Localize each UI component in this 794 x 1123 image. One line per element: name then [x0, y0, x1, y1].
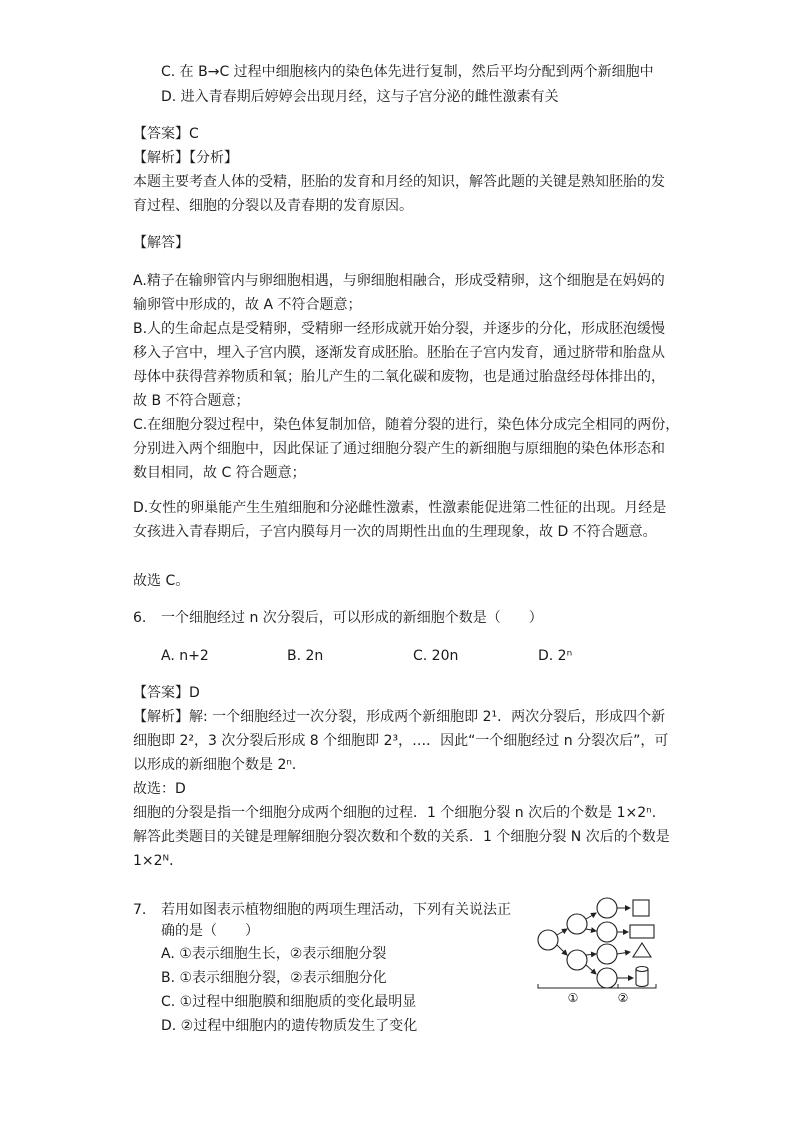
q5-option-c: C. 在 B→C 过程中细胞核内的染色体先进行复制，然后平均分配到两个新细胞中: [161, 64, 654, 80]
q6-conclusion: 故选：D: [133, 781, 186, 797]
cell-division-bottom: [567, 950, 587, 970]
q5-solve-a-2: 输卵管中形成的，故 A 不符合题意；: [133, 297, 362, 313]
q5-solve-c-1: C.在细胞分裂过程中，染色体复制加倍，随着分裂的进行，染色体分成完全相同的两份，: [133, 417, 680, 433]
q5-solve-b-3: 母体中获得营养物质和氧；胎儿产生的二氧化碳和废物，也是通过胎盘经母体排出的，: [133, 369, 665, 385]
q6-number: 6.: [133, 610, 147, 626]
q6-note-3: 1×2ᴺ．: [133, 853, 184, 869]
differentiated-triangle: [633, 943, 651, 957]
cell-bottom-2: [597, 968, 617, 988]
cell-top-2: [597, 922, 617, 942]
q5-answer: 【答案】C: [133, 126, 199, 142]
q5-analysis-line-2: 育过程、细胞的分裂以及青春期的发育原因。: [133, 198, 413, 214]
q6-note-2: 解答此类题目的关键是理解细胞分裂次数和个数的关系．1 个细胞分裂 N 次后的个数是: [133, 829, 670, 845]
q5-solve-b-2: 移入子宫中，埋入子宫内膜，逐渐发育成胚胎。胚胎在子宫内发育，通过脐带和胎盘从: [133, 345, 665, 361]
q5-analysis-line-1: 本题主要考查人体的受精，胚胎的发育和月经的知识，解答此题的关键是熟知胚胎的发: [133, 174, 665, 190]
q5-solve-d-1: D.女性的卵巢能产生生殖细胞和分泌雌性激素，性激素能促进第二性征的出现。月经是: [133, 500, 667, 516]
cell-division-top: [567, 914, 587, 934]
q6-explanation-1: 【解析】解: 一个细胞经过一次分裂，形成两个新细胞即 2¹．两次分裂后，形成四个新: [133, 709, 666, 725]
q5-solve-tag: 【解答】: [133, 235, 189, 251]
cell-top-1: [597, 898, 617, 918]
q5-option-d: D. 进入青春期后婷婷会出现月经，这与子宫分泌的雌性激素有关: [161, 89, 559, 105]
q7-number: 7.: [133, 902, 147, 918]
q6-option-b: B. 2n: [287, 648, 324, 664]
q7-stem-2: 确的是（ ）: [161, 923, 259, 939]
q7-option-c: C. ①过程中细胞膜和细胞质的变化最明显: [161, 994, 417, 1010]
q7-stem-1: 若用如图表示植物细胞的两项生理活动，下列有关说法正: [161, 902, 511, 918]
q7-option-d: D. ②过程中细胞内的遗传物质发生了变化: [161, 1018, 418, 1034]
differentiated-rectangle: [630, 925, 654, 938]
q7-option-b: B. ①表示细胞分裂，②表示细胞分化: [161, 970, 387, 986]
cell-process-figure: [530, 892, 670, 1004]
q5-solve-d-2: 女孩进入青春期后，子宫内膜每月一次的周期性出血的生理现象，故 D 不符合题意。: [133, 524, 657, 540]
q6-answer: 【答案】D: [133, 685, 200, 701]
q5-solve-b-1: B.人的生命起点是受精卵，受精卵一经形成就开始分裂，并逐步的分化，形成胚泡缓慢: [133, 321, 666, 337]
differentiated-square: [633, 900, 649, 916]
q6-option-a: A. n+2: [161, 648, 209, 664]
cell-origin: [538, 930, 558, 950]
q5-solve-a-1: A.精子在输卵管内与卵细胞相遇，与卵细胞相融合，形成受精卵，这个细胞是在妈妈的: [133, 273, 665, 289]
q6-option-c: C. 20n: [413, 648, 459, 664]
q5-solve-c-3: 数目相同，故 C 符合题意；: [133, 465, 306, 481]
q5-solve-c-2: 分别进入两个细胞中，因此保证了通过细胞分裂产生的新细胞与原细胞的染色体形态和: [133, 441, 665, 457]
q5-solve-b-4: 故 B 不符合题意；: [133, 393, 250, 409]
cell-bottom-1: [597, 944, 617, 964]
q6-explanation-2: 细胞即 2²，3 次分裂后形成 8 个细胞即 2³，…．因此“一个细胞经过 n 分裂次后”，可: [133, 733, 669, 749]
q5-conclusion: 故选 C。: [133, 573, 190, 589]
figure-label-process-2: ②: [617, 991, 629, 1004]
q6-explanation-3: 以形成的新细胞个数是 2ⁿ．: [133, 757, 306, 773]
q7-option-a: A. ①表示细胞生长，②表示细胞分裂: [161, 946, 387, 962]
q6-stem: 一个细胞经过 n 次分裂后，可以形成的新细胞个数是（ ）: [161, 610, 543, 626]
q6-note-1: 细胞的分裂是指一个细胞分成两个细胞的过程．1 个细胞分裂 n 次后的个数是 1×2ⁿ．: [133, 805, 666, 821]
q6-option-d: D. 2ⁿ: [538, 648, 573, 664]
figure-label-process-1: ①: [567, 991, 579, 1004]
q5-analysis-tag: 【解析】【分析】: [133, 150, 238, 166]
